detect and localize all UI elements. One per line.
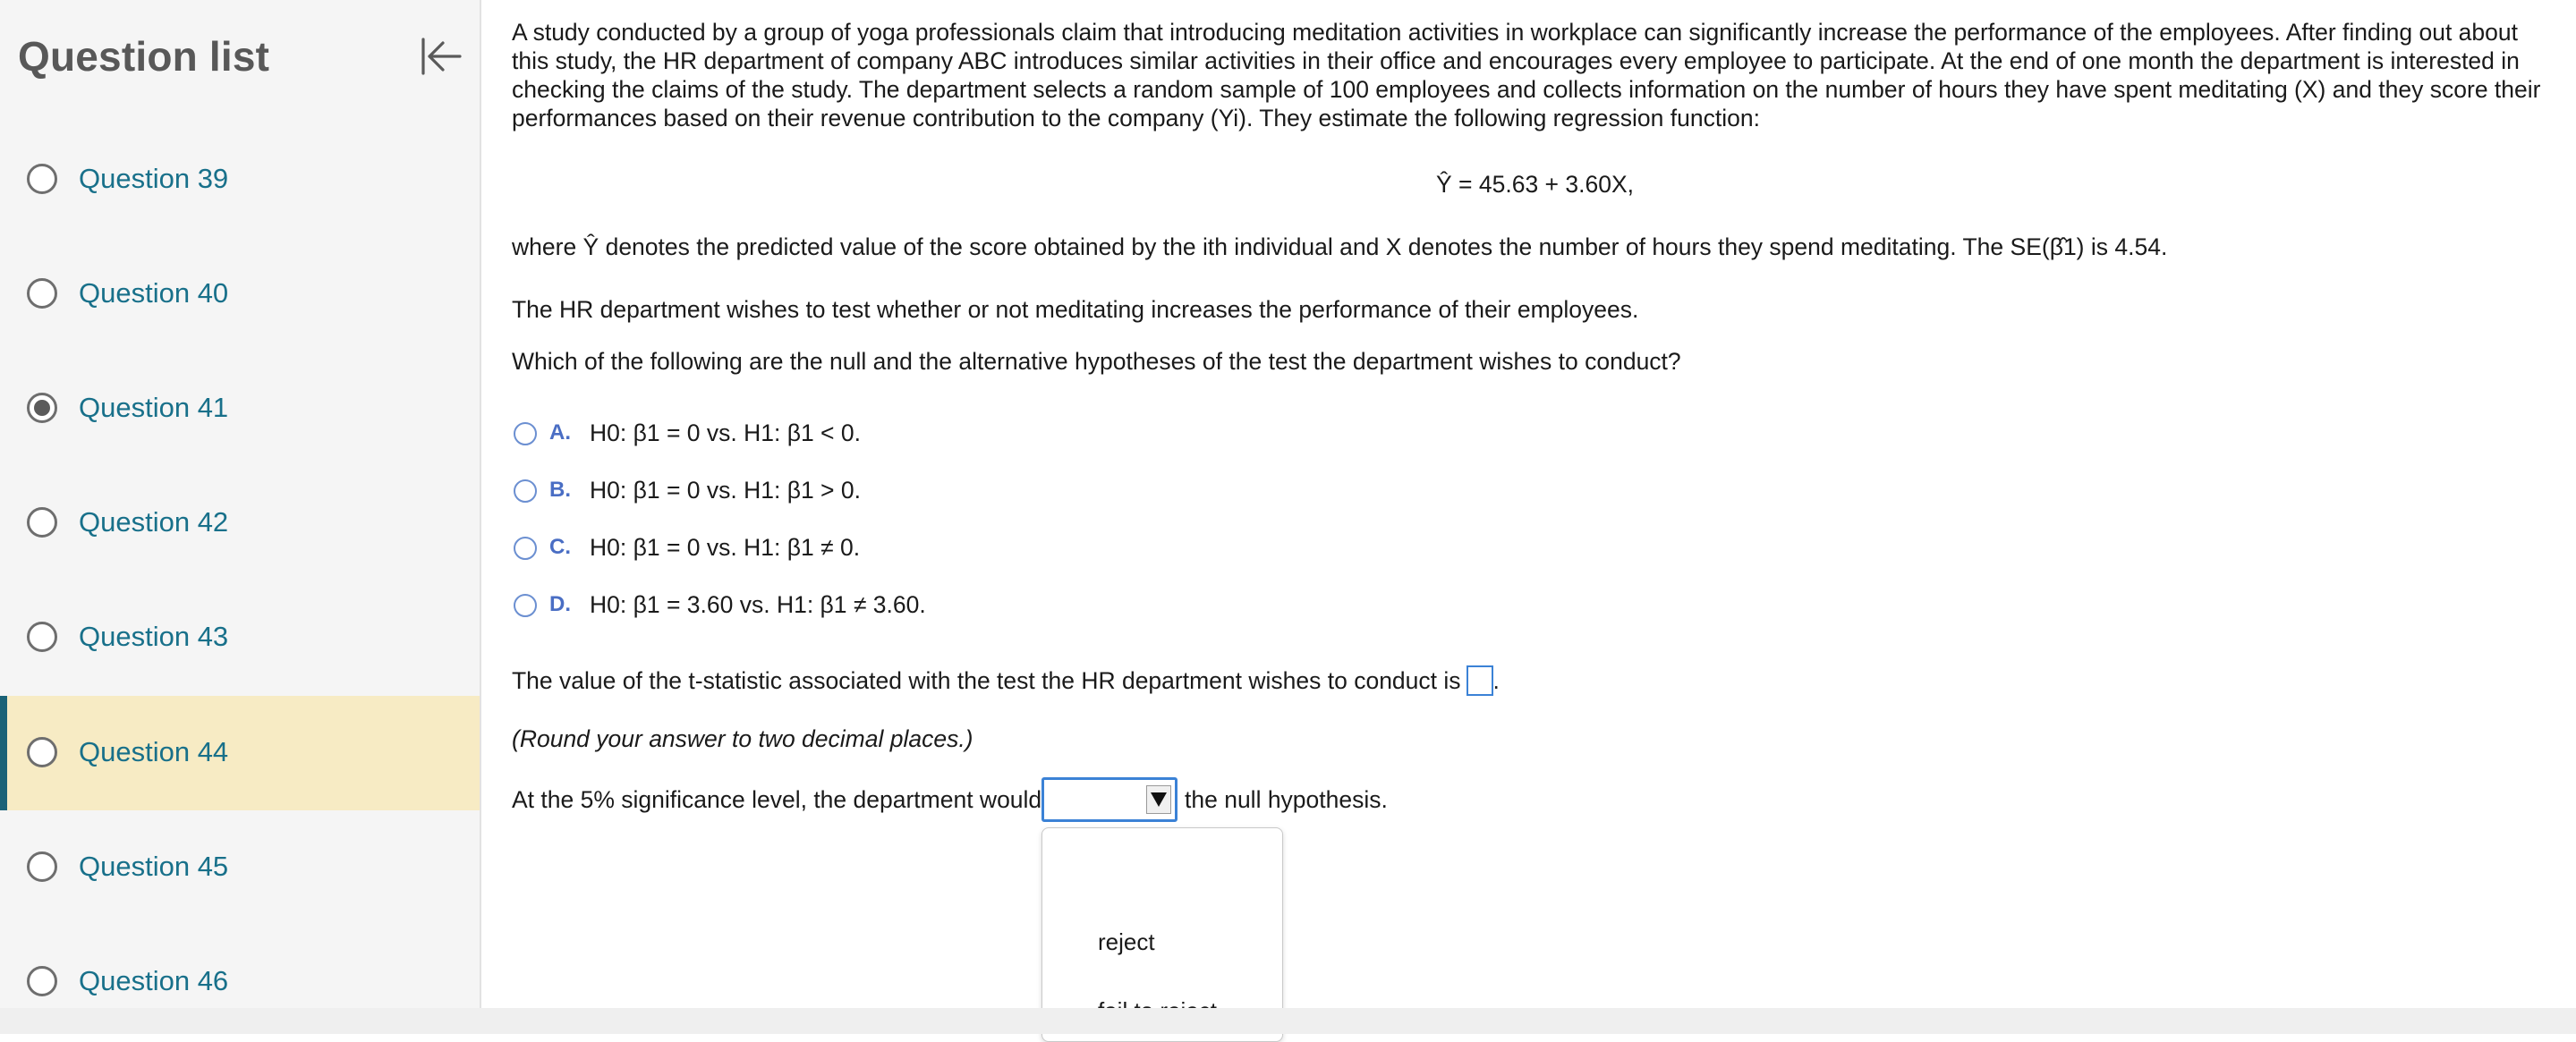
question-list-item-42[interactable] — [0, 466, 481, 580]
intro-line: this study, the HR department of company ABC introduces similar activities in their office and encourages every employee to participate. At the end of one month the department is interested in — [512, 47, 2520, 74]
where-explanation: where Ŷ denotes the predicted value of the score obtained by the ith individual and X denotes the number of hours they spend meditating. The SE(β̂1) is 4.54. — [512, 233, 2168, 260]
sidebar-title: Question list — [18, 33, 270, 80]
unanswered-status-icon — [27, 737, 57, 767]
option-letter: C. — [549, 535, 571, 559]
question-list-item-41[interactable] — [0, 352, 481, 466]
question-label: Question 43 — [79, 621, 229, 652]
unanswered-status-icon — [27, 278, 57, 309]
option-radio[interactable] — [514, 594, 537, 617]
bottom-scroll-bar — [0, 1008, 2576, 1034]
significance-suffix: the null hypothesis. — [1185, 786, 1388, 813]
question-label: Question 44 — [79, 736, 229, 767]
question-label: Question 39 — [79, 163, 229, 194]
sidebar-header — [0, 0, 481, 116]
question-intro — [512, 18, 2541, 132]
answered-status-icon — [27, 393, 57, 423]
question-label: Question 42 — [79, 506, 229, 538]
option-text: H0: β1 = 0 vs. H1: β1 ≠ 0. — [590, 534, 861, 561]
question-list-item-39[interactable] — [0, 123, 481, 237]
tstat-answer-input[interactable] — [1467, 665, 1493, 696]
option-radio[interactable] — [514, 537, 537, 560]
unanswered-status-icon — [27, 622, 57, 652]
question-content — [512, 0, 2552, 1034]
option-radio[interactable] — [514, 422, 537, 445]
question-list-item-44[interactable] — [0, 696, 481, 810]
regression-equation: Ŷ = 45.63 + 3.60X, — [1436, 171, 1635, 198]
question-list-item-43[interactable] — [0, 580, 481, 695]
option-letter: B. — [549, 478, 571, 502]
tstat-row: The value of the t-statistic associated with the test the HR department wishes to conduct is . — [512, 667, 1500, 694]
unanswered-status-icon — [27, 507, 57, 538]
triangle-down-icon — [1149, 790, 1169, 809]
significance-prefix: At the 5% significance level, the department would — [512, 786, 1042, 813]
question-list-sidebar — [0, 0, 481, 1034]
intro-line: A study conducted by a group of yoga professionals claim that introducing meditation activities in workplace can significantly increase the performance of the employees. After finding out about — [512, 19, 2518, 46]
option-radio[interactable] — [514, 479, 537, 503]
hypotheses-prompt: Which of the following are the null and the alternative hypotheses of the test the department wishes to conduct? — [512, 348, 1681, 375]
current-question-indicator — [0, 696, 7, 810]
option-text: H0: β1 = 0 vs. H1: β1 > 0. — [590, 477, 861, 504]
rounding-instruction: (Round your answer to two decimal places.) — [512, 725, 973, 752]
intro-line: checking the claims of the study. The department selects a random sample of 100 employees and collects information on the number of hours they have spent meditating (X) and they score their — [512, 76, 2541, 103]
option-text: H0: β1 = 3.60 vs. H1: β1 ≠ 3.60. — [590, 591, 926, 618]
question-list-item-45[interactable] — [0, 810, 481, 925]
question-label: Question 46 — [79, 965, 229, 996]
dropdown-option-reject[interactable]: reject — [1098, 928, 1155, 955]
collapse-sidebar-button[interactable] — [415, 29, 469, 82]
question-label: Question 40 — [79, 277, 229, 309]
collapse-left-icon — [415, 29, 469, 82]
dropdown-arrow[interactable] — [1146, 785, 1171, 814]
unanswered-status-icon — [27, 966, 57, 996]
tstat-prompt: The value of the t-statistic associated with the test the HR department wishes to conduct is — [512, 667, 1461, 694]
option-letter: A. — [549, 420, 571, 445]
option-letter: D. — [549, 592, 571, 616]
option-text: H0: β1 = 0 vs. H1: β1 < 0. — [590, 419, 861, 446]
question-label: Question 41 — [79, 392, 229, 423]
question-list-item-40[interactable] — [0, 237, 481, 352]
intro-line: performances based on their revenue contribution to the company (Yi). They estimate the following regression function: — [512, 105, 1760, 131]
question-label: Question 45 — [79, 851, 229, 882]
decision-dropdown[interactable] — [1041, 777, 1177, 822]
unanswered-status-icon — [27, 164, 57, 194]
hr-statement: The HR department wishes to test whether or not meditating increases the performance of their employees. — [512, 296, 1639, 323]
unanswered-status-icon — [27, 851, 57, 882]
